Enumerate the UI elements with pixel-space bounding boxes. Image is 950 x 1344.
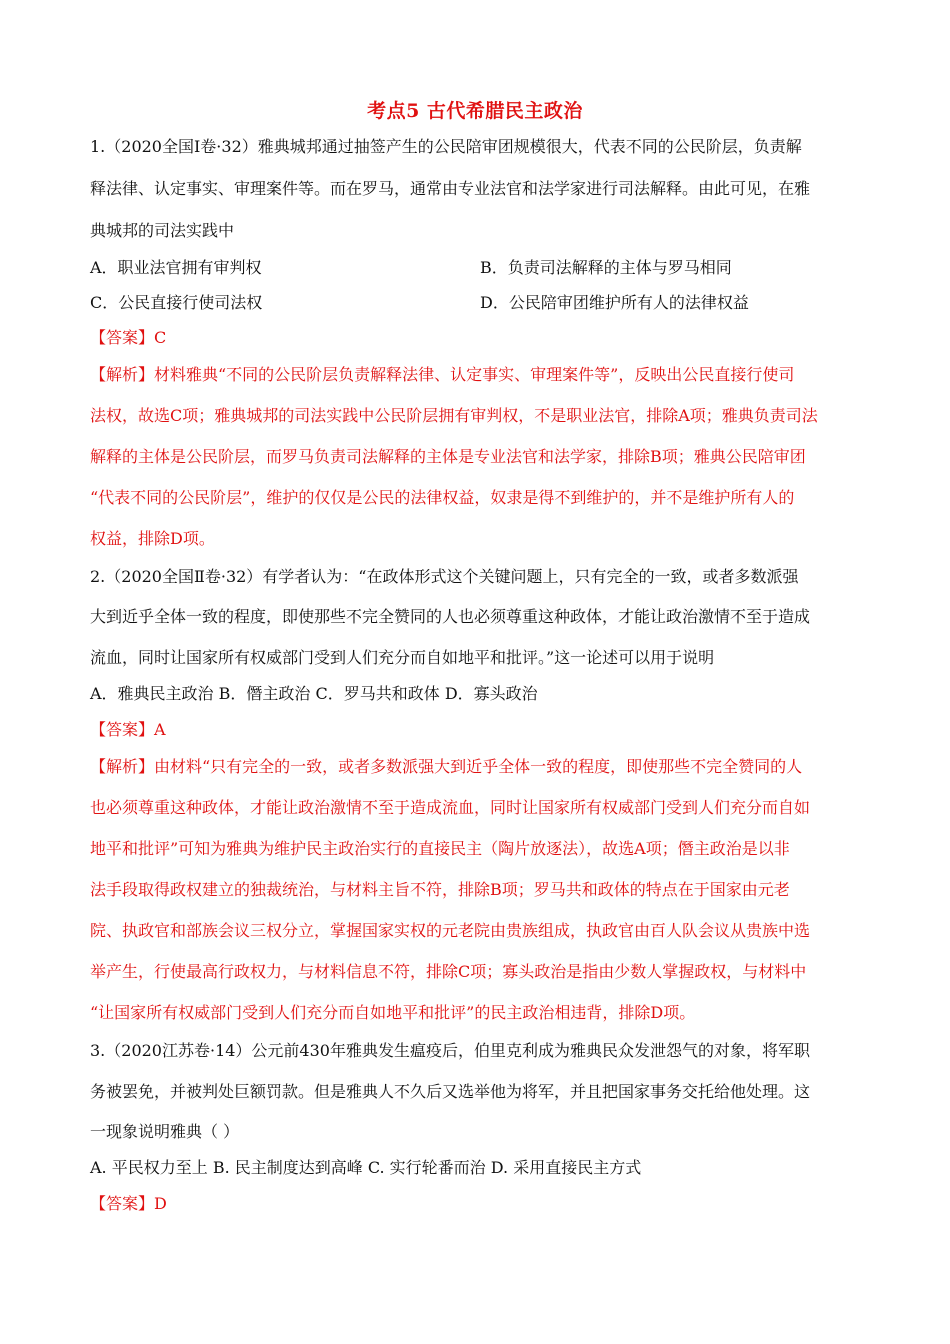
q1-option-a: A．职业法官拥有审判权 — [90, 258, 262, 277]
q1-analysis-line: “代表不同的公民阶层”，维护的仅仅是公民的法律权益，奴隶是得不到维护的，并不是维护所有人的 — [90, 488, 795, 507]
q3-answer: 【答案】D — [90, 1194, 167, 1213]
q1-analysis-line: 解释的主体是公民阶层，而罗马负责司法解释的主体是专业法官和法学家，排除B项；雅典公民陪审团 — [90, 447, 806, 466]
q1-answer: 【答案】C — [90, 328, 167, 347]
q2-analysis-line: 院、执政官和部族会议三权分立，掌握国家实权的元老院由贵族组成，执政官由百人队会议从贵族中选 — [90, 921, 811, 940]
q1-option-b: B．负责司法解释的主体与罗马相同 — [480, 258, 732, 277]
q3-stem-line: 务被罢免，并被判处巨额罚款。但是雅典人不久后又选举他为将军，并且把国家事务交托给他处理。这 — [90, 1082, 811, 1101]
q1-option-d: D．公民陪审团维护所有人的法律权益 — [480, 293, 749, 312]
q2-analysis-line: 举产生，行使最高行政权力，与材料信息不符，排除C项；寡头政治是指由少数人掌握政权，与材料中 — [90, 962, 807, 981]
q2-analysis-line: 地平和批评”可知为雅典为维护民主政治实行的直接民主（陶片放逐法），故选A项；僭主政治是以非 — [90, 839, 790, 858]
q2-analysis-line: “让国家所有权威部门受到人们充分而自如地平和批评”的民主政治相违背，排除D项。 — [90, 1003, 696, 1022]
q1-stem-line: 1.（2020全国Ⅰ卷·32）雅典城邦通过抽签产生的公民陪审团规模很大，代表不同的公民阶层，负责解 — [90, 137, 802, 156]
q3-stem-line: 3.（2020江苏卷·14）公元前430年雅典发生瘟疫后，伯里克利成为雅典民众发泄怨气的对象，将军职 — [90, 1041, 810, 1060]
q2-stem-line: 2.（2020全国Ⅱ卷·32）有学者认为：“在政体形式这个关键问题上，只有完全的一致，或者多数派强 — [90, 567, 799, 586]
q3-stem-line: 一现象说明雅典（ ） — [90, 1122, 240, 1141]
q1-option-c: C．公民直接行使司法权 — [90, 293, 263, 312]
q3-options: A. 平民权力至上 B. 民主制度达到高峰 C. 实行轮番而治 D. 采用直接民主方式 — [90, 1158, 642, 1177]
page-title: 考点5 古代希腊民主政治 — [367, 100, 583, 122]
q2-options: A．雅典民主政治 B．僭主政治 C．罗马共和政体 D．寡头政治 — [90, 684, 538, 703]
q1-stem-line: 释法律、认定事实、审理案件等。而在罗马，通常由专业法官和法学家进行司法解释。由此可见，在雅 — [90, 179, 811, 198]
q1-stem-line: 典城邦的司法实践中 — [90, 221, 235, 240]
q1-analysis-line: 【解析】材料雅典“不同的公民阶层负责解释法律、认定事实、审理案件等”，反映出公民直接行使司 — [90, 365, 795, 384]
q1-options-row — [90, 257, 870, 279]
q2-stem-line: 流血，同时让国家所有权威部门受到人们充分而自如地平和批评。”这一论述可以用于说明 — [90, 648, 715, 667]
q2-analysis-line: 【解析】由材料“只有完全的一致，或者多数派强大到近乎全体一致的程度，即使那些不完全赞同的人 — [90, 757, 803, 776]
q1-analysis-line: 权益，排除D项。 — [90, 529, 215, 548]
q1-options-row — [90, 292, 870, 314]
q2-answer: 【答案】A — [90, 720, 166, 739]
q2-analysis-line: 也必须尊重这种政体，才能让政治激情不至于造成流血，同时让国家所有权威部门受到人们充分而自如 — [90, 798, 811, 817]
q2-analysis-line: 法手段取得政权建立的独裁统治，与材料主旨不符，排除B项；罗马共和政体的特点在于国家由元老 — [90, 880, 790, 899]
q2-stem-line: 大到近乎全体一致的程度，即使那些不完全赞同的人也必须尊重这种政体，才能让政治激情不至于造成 — [90, 607, 811, 626]
q1-analysis-line: 法权，故选C项；雅典城邦的司法实践中公民阶层拥有审判权，不是职业法官，排除A项；雅典负责司法 — [90, 406, 818, 425]
